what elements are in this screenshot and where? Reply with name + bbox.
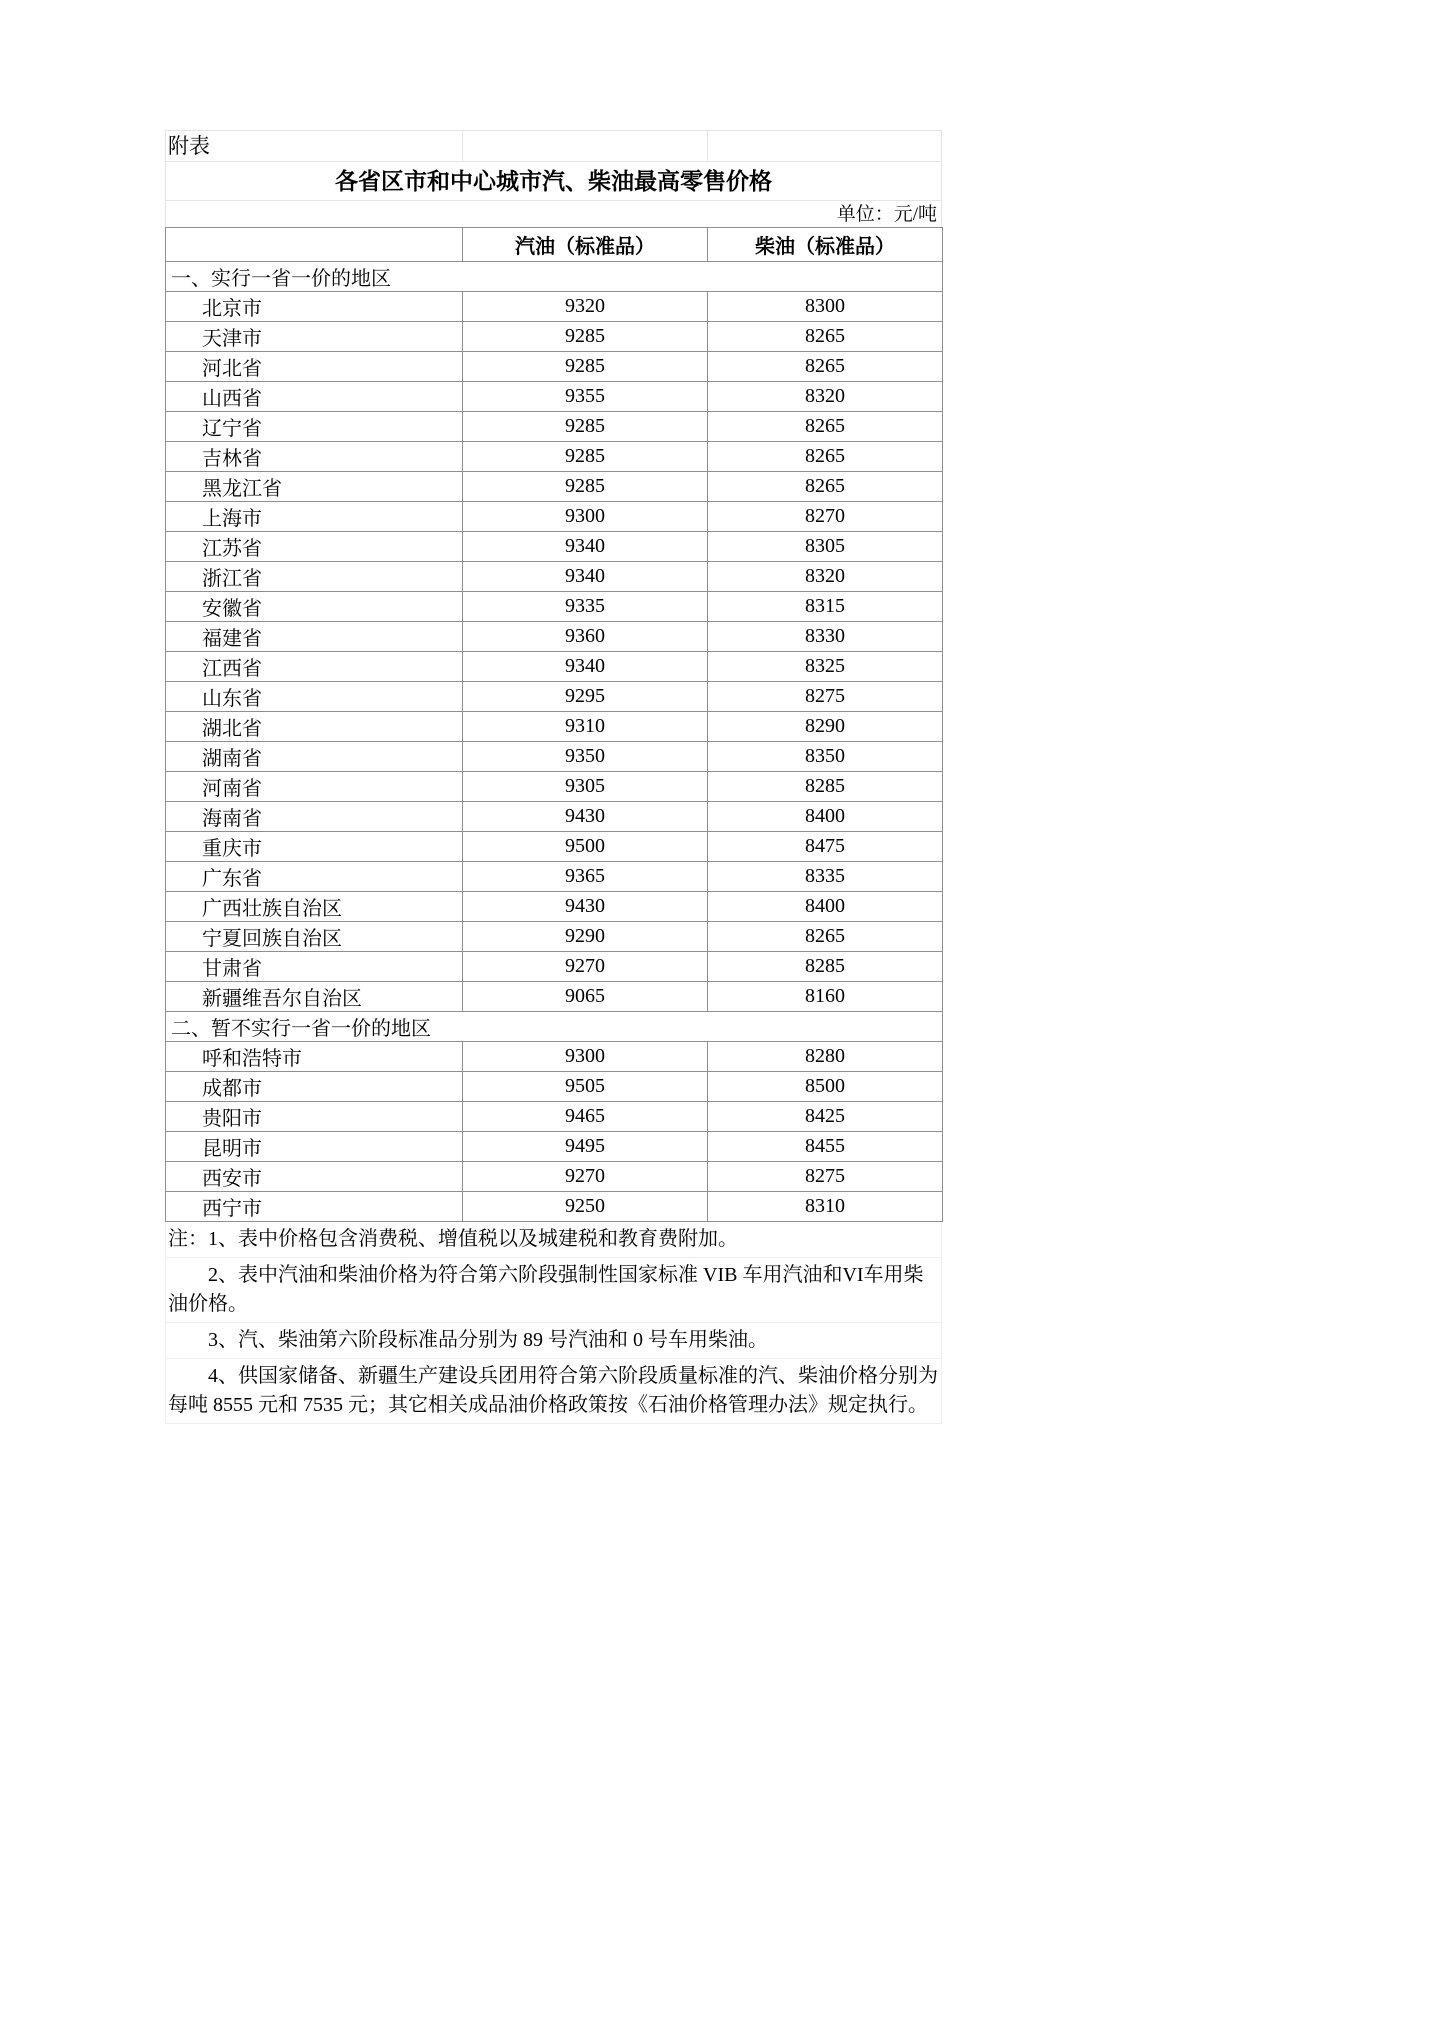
- section-title: 二、暂不实行一省一价的地区: [166, 1012, 943, 1042]
- diesel-price: 8265: [708, 472, 943, 502]
- gasoline-price: 9500: [463, 832, 708, 862]
- unit-label: 单位：元/吨: [165, 200, 942, 227]
- section-header-row: [166, 1012, 943, 1042]
- diesel-price: 8475: [708, 832, 943, 862]
- diesel-price: 8265: [708, 922, 943, 952]
- gasoline-price: 9270: [463, 952, 708, 982]
- gasoline-price: 9285: [463, 352, 708, 382]
- table-row: [166, 622, 943, 652]
- diesel-price: 8285: [708, 772, 943, 802]
- table-row: [166, 1192, 943, 1222]
- gasoline-price: 9495: [463, 1132, 708, 1162]
- note-line: 3、汽、柴油第六阶段标准品分别为 89 号汽油和 0 号车用柴油。: [165, 1323, 942, 1359]
- page-title: 各省区市和中心城市汽、柴油最高零售价格: [165, 161, 942, 200]
- region-name: 河南省: [166, 772, 463, 802]
- region-name: 江苏省: [166, 532, 463, 562]
- table-row: [166, 352, 943, 382]
- gasoline-price: 9505: [463, 1072, 708, 1102]
- table-row: [166, 712, 943, 742]
- table-row: [166, 532, 943, 562]
- diesel-price: 8265: [708, 322, 943, 352]
- table-row: [166, 442, 943, 472]
- region-name: 山西省: [166, 382, 463, 412]
- attachment-label-row: [165, 130, 942, 161]
- table-row: [166, 802, 943, 832]
- diesel-price: 8335: [708, 862, 943, 892]
- table-row: [166, 1132, 943, 1162]
- diesel-price: 8285: [708, 952, 943, 982]
- region-name: 贵阳市: [166, 1102, 463, 1132]
- empty-cell: [463, 131, 708, 161]
- table-row: [166, 652, 943, 682]
- gasoline-price: 9320: [463, 292, 708, 322]
- table-row: [166, 412, 943, 442]
- region-name: 安徽省: [166, 592, 463, 622]
- diesel-price: 8270: [708, 502, 943, 532]
- region-name: 成都市: [166, 1072, 463, 1102]
- region-name: 河北省: [166, 352, 463, 382]
- price-table-body: [166, 262, 943, 1222]
- gasoline-price: 9290: [463, 922, 708, 952]
- diesel-price: 8265: [708, 412, 943, 442]
- diesel-price: 8265: [708, 352, 943, 382]
- region-name: 湖北省: [166, 712, 463, 742]
- gasoline-price: 9430: [463, 892, 708, 922]
- diesel-price: 8275: [708, 682, 943, 712]
- gasoline-price: 9305: [463, 772, 708, 802]
- gasoline-price: 9295: [463, 682, 708, 712]
- table-row: [166, 922, 943, 952]
- gasoline-price: 9285: [463, 322, 708, 352]
- diesel-price: 8280: [708, 1042, 943, 1072]
- table-row: [166, 862, 943, 892]
- diesel-price: 8310: [708, 1192, 943, 1222]
- diesel-price: 8350: [708, 742, 943, 772]
- diesel-price: 8265: [708, 442, 943, 472]
- header-diesel: 柴油（标准品）: [708, 228, 943, 262]
- section-header-row: [166, 262, 943, 292]
- diesel-price: 8320: [708, 562, 943, 592]
- table-row: [166, 952, 943, 982]
- gasoline-price: 9310: [463, 712, 708, 742]
- region-name: 呼和浩特市: [166, 1042, 463, 1072]
- gasoline-price: 9340: [463, 562, 708, 592]
- table-header-row: [166, 228, 943, 262]
- gasoline-price: 9350: [463, 742, 708, 772]
- table-row: [166, 772, 943, 802]
- region-name: 海南省: [166, 802, 463, 832]
- gasoline-price: 9285: [463, 412, 708, 442]
- diesel-price: 8400: [708, 802, 943, 832]
- region-name: 福建省: [166, 622, 463, 652]
- table-row: [166, 832, 943, 862]
- gasoline-price: 9285: [463, 442, 708, 472]
- table-row: [166, 502, 943, 532]
- region-name: 黑龙江省: [166, 472, 463, 502]
- table-row: [166, 472, 943, 502]
- gasoline-price: 9285: [463, 472, 708, 502]
- region-name: 吉林省: [166, 442, 463, 472]
- region-name: 上海市: [166, 502, 463, 532]
- region-name: 西安市: [166, 1162, 463, 1192]
- table-row: [166, 682, 943, 712]
- header-region: [166, 228, 463, 262]
- gasoline-price: 9340: [463, 652, 708, 682]
- diesel-price: 8290: [708, 712, 943, 742]
- region-name: 新疆维吾尔自治区: [166, 982, 463, 1012]
- diesel-price: 8305: [708, 532, 943, 562]
- diesel-price: 8455: [708, 1132, 943, 1162]
- diesel-price: 8320: [708, 382, 943, 412]
- diesel-price: 8425: [708, 1102, 943, 1132]
- gasoline-price: 9360: [463, 622, 708, 652]
- gasoline-price: 9340: [463, 532, 708, 562]
- table-row: [166, 892, 943, 922]
- note-line: 注：1、表中价格包含消费税、增值税以及城建税和教育费附加。: [165, 1222, 942, 1258]
- table-header-area: [165, 130, 942, 227]
- gasoline-price: 9065: [463, 982, 708, 1012]
- region-name: 浙江省: [166, 562, 463, 592]
- table-row: [166, 1042, 943, 1072]
- gasoline-price: 9335: [463, 592, 708, 622]
- gasoline-price: 9300: [463, 1042, 708, 1072]
- region-name: 北京市: [166, 292, 463, 322]
- gasoline-price: 9300: [463, 502, 708, 532]
- diesel-price: 8500: [708, 1072, 943, 1102]
- section-title: 一、实行一省一价的地区: [166, 262, 943, 292]
- notes: [165, 1222, 942, 1424]
- note-line: 4、供国家储备、新疆生产建设兵团用符合第六阶段质量标准的汽、柴油价格分别为每吨 8555 元和 7535 元；其它相关成品油价格政策按《石油价格管理办法》规定执行。: [165, 1359, 942, 1424]
- region-name: 宁夏回族自治区: [166, 922, 463, 952]
- region-name: 广东省: [166, 862, 463, 892]
- table-row: [166, 1072, 943, 1102]
- gasoline-price: 9430: [463, 802, 708, 832]
- region-name: 辽宁省: [166, 412, 463, 442]
- table-row: [166, 742, 943, 772]
- region-name: 广西壮族自治区: [166, 892, 463, 922]
- table-row: [166, 292, 943, 322]
- region-name: 山东省: [166, 682, 463, 712]
- gasoline-price: 9355: [463, 382, 708, 412]
- diesel-price: 8300: [708, 292, 943, 322]
- diesel-price: 8325: [708, 652, 943, 682]
- diesel-price: 8275: [708, 1162, 943, 1192]
- region-name: 天津市: [166, 322, 463, 352]
- gasoline-price: 9465: [463, 1102, 708, 1132]
- region-name: 湖南省: [166, 742, 463, 772]
- table-row: [166, 982, 943, 1012]
- region-name: 重庆市: [166, 832, 463, 862]
- table-row: [166, 382, 943, 412]
- table-row: [166, 322, 943, 352]
- table-row: [166, 592, 943, 622]
- price-table: [165, 227, 943, 1222]
- region-name: 昆明市: [166, 1132, 463, 1162]
- note-line: 2、表中汽油和柴油价格为符合第六阶段强制性国家标准 VIB 车用汽油和VI车用柴油价格。: [165, 1258, 942, 1323]
- diesel-price: 8330: [708, 622, 943, 652]
- region-name: 甘肃省: [166, 952, 463, 982]
- table-row: [166, 1102, 943, 1132]
- gasoline-price: 9270: [463, 1162, 708, 1192]
- empty-cell: [708, 131, 941, 161]
- document-content: [165, 130, 942, 1424]
- table-row: [166, 1162, 943, 1192]
- table-row: [166, 562, 943, 592]
- diesel-price: 8160: [708, 982, 943, 1012]
- gasoline-price: 9250: [463, 1192, 708, 1222]
- region-name: 江西省: [166, 652, 463, 682]
- diesel-price: 8400: [708, 892, 943, 922]
- region-name: 西宁市: [166, 1192, 463, 1222]
- attachment-label: 附表: [166, 131, 463, 161]
- diesel-price: 8315: [708, 592, 943, 622]
- header-gasoline: 汽油（标准品）: [463, 228, 708, 262]
- gasoline-price: 9365: [463, 862, 708, 892]
